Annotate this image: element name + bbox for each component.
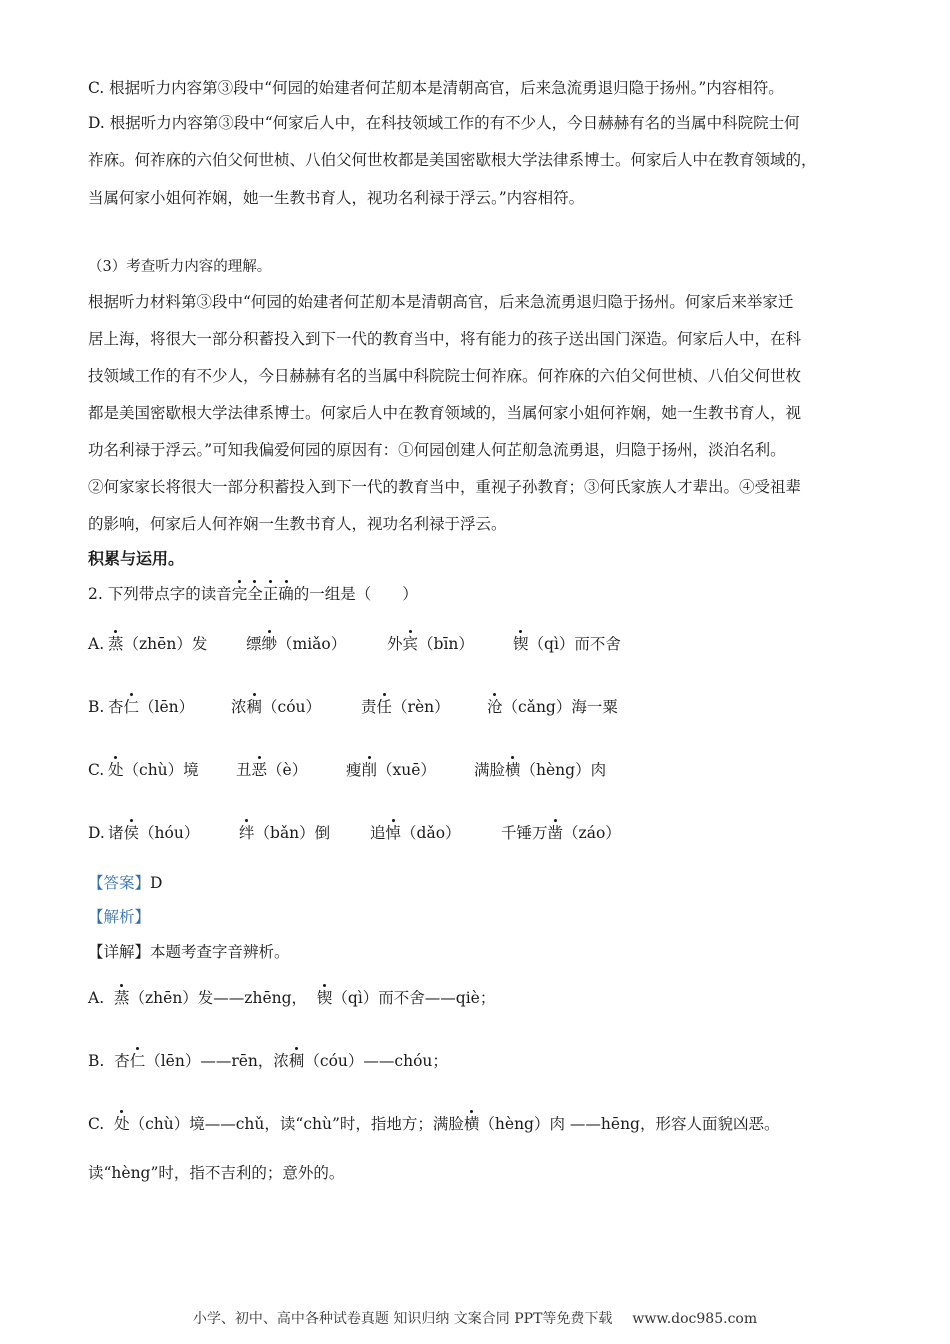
dotted-char: 锲 [316,989,333,1007]
part3-line: 居上海，将很大一部分积蓄投入到下一代的教育当中，将有能力的孩子送出国门深造。何家后人中，在科 [88,330,802,348]
option-d-item-4: 千锤万凿（záo） [501,824,621,842]
dotted-char: 缈 [261,635,278,653]
analysis-line-d-2: 祚庥。何祚庥的六伯父何世桢、八伯父何世枚都是美国密歇根大学法律系博士。何家后人中在教育领域的， [88,151,817,169]
section-title: 积累与运用。 [88,549,185,568]
detail-a: A. 蒸（zhēn）发——zhēng， 锲（qì）而不舍——qiè； [88,989,496,1007]
dotted-char: 仁 [129,1052,146,1070]
detail-tag: 【详解】 [88,943,151,961]
option-a-label: A. [88,635,105,653]
option-b-item-4: 沧（cǎng）海一粟 [487,698,618,716]
option-d-item-3: 追悼（dǎo） [370,824,461,842]
footer-text: 小学、初中、高中各种试卷真题 知识归纳 文案合同 PPT等免费下载 [192,1311,613,1327]
dotted-char: 任 [376,698,393,716]
answer-tag: 【答案】 [88,874,151,892]
dotted-char: 仁 [123,698,140,716]
detail-line [88,942,290,962]
part3-line: 功名利禄于浮云。”可知我偏爱何园的原因有：①何园创建人何芷舠急流勇退，归隐于扬州，淡泊名利。 [88,441,786,459]
option-b-label: B. [88,698,105,716]
analysis-line-d-3: 当属何家小姐何祚娴，她一生教书育人，视功名利禄于浮云。”内容相符。 [88,189,585,207]
dotted-char: 悼 [385,824,402,842]
option-c-item-1: 处（chù）境 [108,761,199,779]
dotted-char: 稠 [288,1052,305,1070]
option-d-item-1: 诸侯（hóu） [108,824,200,842]
part3-line: 根据听力材料第③段中“何园的始建者何芷舠本是清朝高官，后来急流勇退归隐于扬州。何家后来举家迁 [88,293,794,311]
part3-heading: （3）考查听力内容的理解。 [88,259,272,275]
dotted-char: 横 [505,761,521,779]
question-stem [88,584,418,604]
analysis-tag: 【解析】 [88,908,151,926]
detail-c-continued: 读“hèng”时，指不吉利的；意外的。 [88,1164,345,1182]
dotted-char: 处 [108,761,124,779]
option-c-item-2: 丑恶（è） [236,761,308,779]
answer-value: D [150,874,163,892]
dotted-char: 沧 [487,698,503,716]
dotted-char: 完 [231,585,248,603]
answer-line [88,873,162,893]
option-c-label: C. [88,761,105,779]
option-d-item-2: 绊（bǎn）倒 [239,824,331,842]
option-d-label: D. [88,824,105,842]
footer-url[interactable]: www.doc985.com [632,1311,758,1327]
option-c-item-4: 满脸横（hèng）肉 [474,761,607,779]
dotted-char: 绊 [239,824,255,842]
detail-intro: 本题考查字音辨析。 [150,943,290,961]
option-a-item-1: 蒸（zhēn）发 [108,635,208,653]
detail-b: B. 杏仁（lēn）——rēn，浓稠（cóu）——chóu； [88,1052,448,1070]
dotted-char: 侯 [123,824,140,842]
option-b-item-3: 责任（rèn） [361,698,450,716]
part3-line: 技领域工作的有不少人，今日赫赫有名的当属中科院院士何祚庥。何祚庥的六伯父何世桢、八伯父何世枚 [88,367,802,385]
part3-line: 都是美国密歇根大学法律系博士。何家后人中在教育领域的，当属何家小姐何祚娴，她一生教书育人，视 [88,404,802,422]
dotted-char: 全 [247,585,263,603]
option-c-item-3: 瘦削（xuē） [346,761,436,779]
detail-c: C. 处（chù）境——chǔ，读“chù”时，指地方；满脸横（hèng）肉 ——hēng，形容人面貌凶恶。 [88,1115,780,1133]
dotted-char: 确 [278,585,294,603]
option-a-item-4: 锲（qì）而不舍 [513,635,621,653]
dotted-char: 处 [114,1115,130,1133]
part3-line: 的影响，何家后人何祚娴一生教书育人，视功名利禄于浮云。 [88,515,507,533]
question-suffix: 的一组是（ ） [293,585,418,603]
dotted-char: 横 [463,1115,480,1133]
dotted-char: 凿 [547,824,564,842]
dotted-char: 稠 [246,698,263,716]
analysis-line-c: C. 根据听力内容第③段中“何园的始建者何芷舠本是清朝高官，后来急流勇退归隐于扬州。”内容相符。 [88,79,784,97]
dotted-char: 削 [361,761,378,779]
question-prefix: 2. 下列带点字的读音 [88,585,232,603]
dotted-char: 蒸 [113,989,130,1007]
dotted-char: 锲 [513,635,529,653]
option-a-item-2: 缥缈（miǎo） [246,635,347,653]
analysis-line-d-1: D. 根据听力内容第③段中“何家后人中，在科技领域工作的有不少人，今日赫赫有名的当属中科院院士何 [88,114,800,132]
dotted-char: 正 [262,585,279,603]
option-a-item-3: 外宾（bīn） [387,635,474,653]
option-b-item-2: 浓稠（cóu） [231,698,322,716]
dotted-char: 恶 [251,761,268,779]
page-footer [0,1308,950,1328]
part3-line: ②何家家长将很大一部分积蓄投入到下一代的教育当中，重视子孙教育；③何氏家族人才辈出。④受祖辈 [88,478,802,496]
dotted-char: 宾 [402,635,419,653]
option-b-item-1: 杏仁（lēn） [108,698,195,716]
dotted-char: 蒸 [108,635,124,653]
